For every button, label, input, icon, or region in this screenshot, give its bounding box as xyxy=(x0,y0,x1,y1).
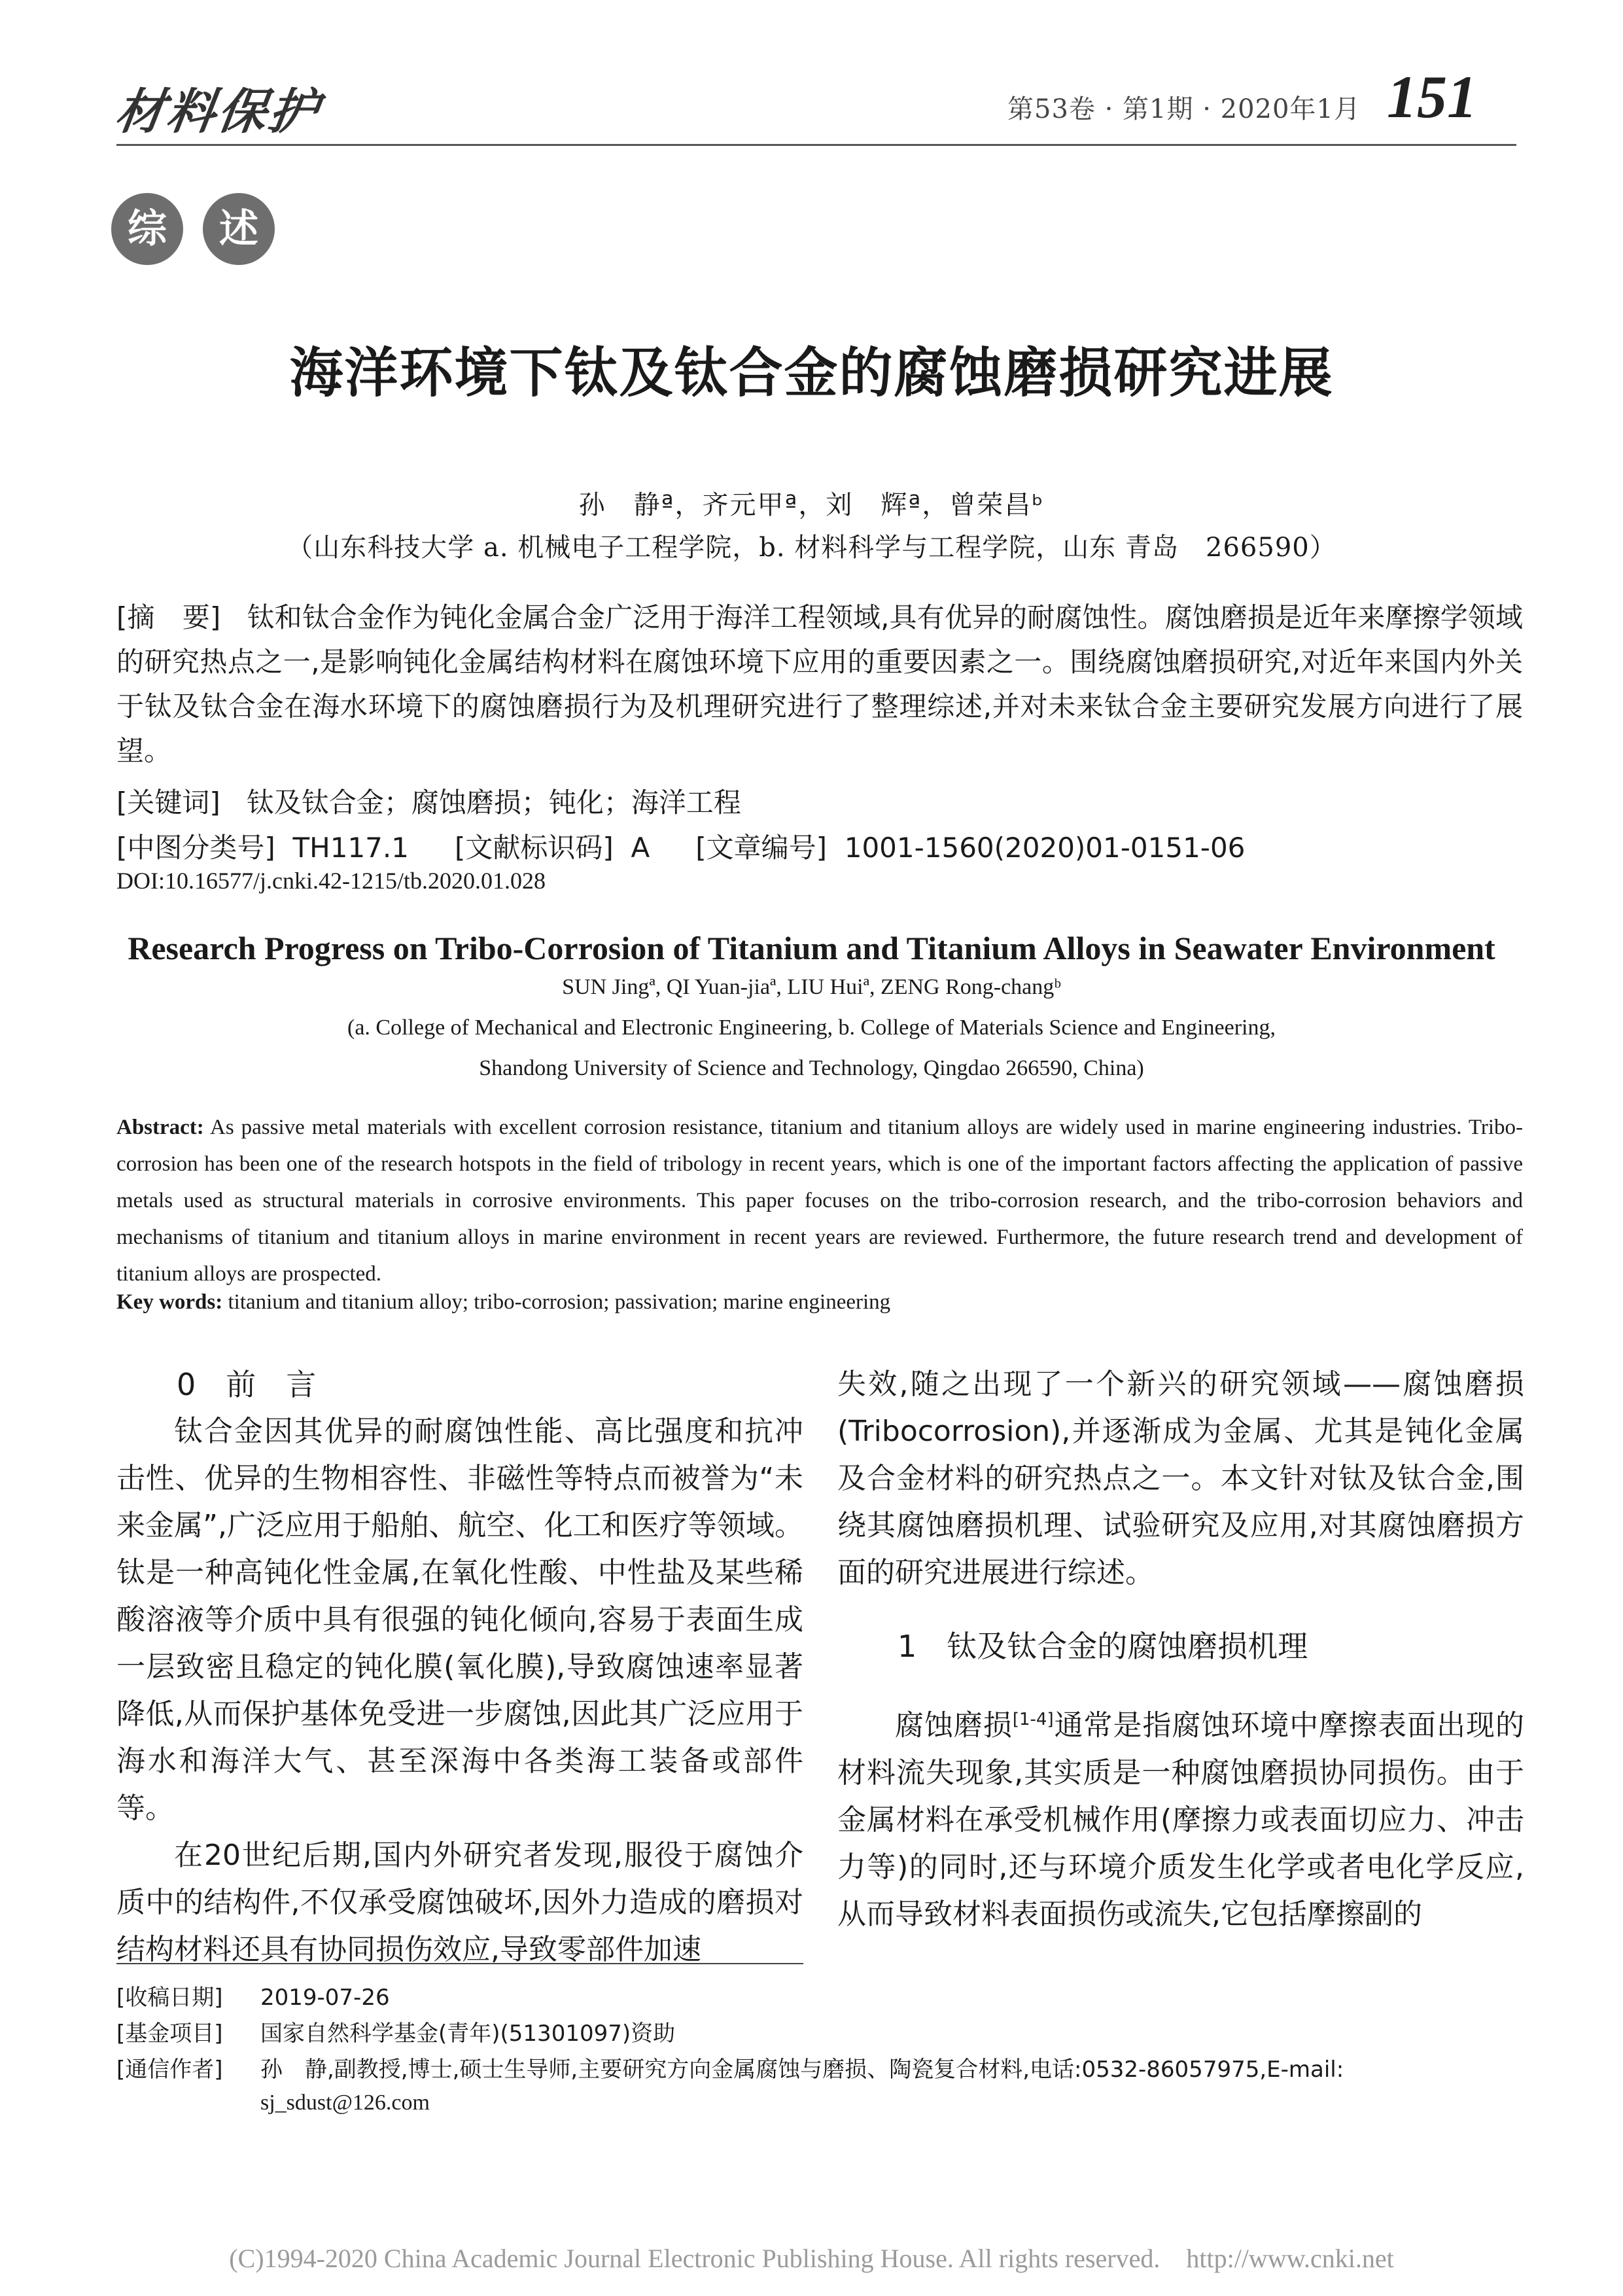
english-abstract xyxy=(116,1109,1523,1292)
header-rule xyxy=(116,144,1516,146)
paragraph xyxy=(837,1696,1524,1938)
footnote-label: [ 基金项目 ] xyxy=(116,2015,260,2047)
footnote-value: 2019-07-26 xyxy=(260,1985,390,2011)
article-no-value: 1001-1560(2020)01-0151-06 xyxy=(844,832,1246,864)
abstract-cn xyxy=(116,595,1523,773)
english-authors: SUN Jingª, QI Yuan-jiaª, LIU Huiª, ZENG Rong-changᵇ xyxy=(562,975,1061,999)
english-title: Research Progress on Tribo-Corrosion of Titanium and Titanium Alloys in Seawater Environment xyxy=(128,930,1495,966)
abstract-cn-text: 钛和钛合金作为钝化金属合金广泛用于海洋工程领域,具有优异的耐腐蚀性。腐蚀磨损是近年来摩擦学领域的研究热点之一,是影响钝化金属结构材料在腐蚀环境下应用的重要因素之一。围绕腐蚀磨损研究,对近年来国内外关于钛及钛合金在海水环境下的腐蚀磨损行为及机理研究进行了整理综述,并对未来钛合金主要研究发展方向进行了展望。 xyxy=(116,601,1523,767)
contact-email[interactable]: sj_sdust@126.com xyxy=(260,2091,430,2115)
footnote-value: 孙 静,副教授,博士,硕士生导师,主要研究方向金属腐蚀与磨损、陶瓷复合材料,电话:0532-86057975,E-mail: xyxy=(260,2057,1344,2083)
doc-code-label: [ 文献标识码 ] xyxy=(455,832,614,864)
abstract-cn-label: [ 摘 要 ] xyxy=(116,601,220,633)
affiliation: （山东科技大学 a. 机械电子工程学院，b. 材料科学与工程学院，山东 青岛 266590） xyxy=(287,533,1336,563)
clc-value: TH117.1 xyxy=(292,832,409,864)
page-number: 151 xyxy=(1387,63,1477,130)
body-right-column xyxy=(837,1361,1524,1938)
english-keywords-label: Key words: xyxy=(116,1290,223,1314)
keywords-cn xyxy=(116,781,741,825)
doc-code-value: A xyxy=(631,832,650,864)
citation-ref[interactable]: [1-4] xyxy=(1012,1710,1054,1729)
paragraph: 在20世纪后期,国内外研究者发现,服役于腐蚀介质中的结构件,不仅承受腐蚀破坏,因外力造成的磨损对结构材料还具有协同损伤效应,导致零部件加速 xyxy=(116,1839,803,1966)
section-1-heading: 1 钛及钛合金的腐蚀磨损机理 xyxy=(898,1629,1308,1664)
footnote-label: [ 通信作者 ] xyxy=(116,2051,260,2083)
footnote-received xyxy=(116,1979,390,2011)
paragraph: 钛合金因其优异的耐腐蚀性能、高比强度和抗冲击性、优异的生物相容性、非磁性等特点而被誉为“未来金属”,广泛应用于船舶、航空、化工和医疗等领域。钛是一种高钝化性金属,在氧化性酸、中性盐及某些稀酸溶液等介质中具有很强的钝化倾向,容易于表面生成一层致密且稳定的钝化膜(氧化膜),导致腐蚀速率显著降低,从而保护基体免受进一步腐蚀,因此其广泛应用于海水和海洋大气、甚至深海中各类海工装备或部件等。 xyxy=(116,1415,803,1825)
english-abstract-text: As passive metal materials with excellent corrosion resistance, titanium and titanium alloys are widely used in marine engineering industries. Tribo-corrosion has been one of the research hotspots in the field of tribology in recent years, which is one of the important factors affecting the application of passive metals used as structural materials in corrosive environments. This paper focuses on the tribo-corrosion research, and the tribo-corrosion behaviors and mechanisms of titanium and titanium alloys in marine environment in recent years are reviewed. Furthermore, the future research trend and development of titanium alloys are prospected. xyxy=(116,1116,1523,1286)
english-keywords xyxy=(116,1290,890,1315)
body-left-column xyxy=(116,1361,803,1973)
clc-label: [ 中图分类号 ] xyxy=(116,832,275,864)
keywords-cn-text: 钛及钛合金；腐蚀磨损；钝化；海洋工程 xyxy=(246,786,741,819)
footnote-fund xyxy=(116,2015,675,2047)
keywords-cn-label: [ 关键词 ] xyxy=(116,786,220,819)
article-title: 海洋环境下钛及钛合金的腐蚀磨损研究进展 xyxy=(289,342,1334,404)
footnote-contact xyxy=(116,2051,1523,2083)
english-abstract-label: Abstract: xyxy=(116,1116,204,1139)
copyright-notice: (C)1994-2020 China Academic Journal Electronic Publishing House. All rights reserved. http://www.cnki.net xyxy=(229,2244,1394,2273)
paragraph-text: 通常是指腐蚀环境中摩擦表面出现的材料流失现象,其实质是一种腐蚀磨损协同损伤。由于金属材料在承受机械作用(摩擦力或表面切应力、冲击力等)的同时,还与环境介质发生化学或者电化学反应,从而导致材料表面损伤或流失,它包括摩擦副的 xyxy=(837,1708,1525,1931)
article-no-label: [ 文章编号 ] xyxy=(695,832,827,864)
authors: 孙 静ª，齐元甲ª，刘 辉ª，曾荣昌ᵇ xyxy=(578,490,1045,520)
section-badge-2: 述 xyxy=(203,193,275,265)
footnote-value: 国家自然科学基金(青年)(51301097)资助 xyxy=(260,2021,676,2047)
english-affiliation-2: Shandong University of Science and Technology, Qingdao 266590, China) xyxy=(479,1056,1144,1080)
classification-line xyxy=(116,826,1245,870)
paragraph-lead: 腐蚀磨损 xyxy=(895,1708,1013,1742)
paragraph: 失效,随之出现了一个新兴的研究领域——腐蚀磨损(Tribocorrosion),并逐渐成为金属、尤其是钝化金属及合金材料的研究热点之一。本文针对钛及钛合金,围绕其腐蚀磨损机理、试验研究及应用,对其腐蚀磨损方面的研究进展进行综述。 xyxy=(837,1368,1524,1589)
english-affiliation-1: (a. College of Mechanical and Electronic Engineering, b. College of Materials Science and Engineering, xyxy=(347,1016,1276,1040)
english-keywords-text: titanium and titanium alloy; tribo-corrosion; passivation; marine engineering xyxy=(228,1290,891,1314)
journal-logo: 材料保护 xyxy=(112,84,324,140)
section-badge-1: 综 xyxy=(111,193,183,265)
footnote-rule xyxy=(116,1963,803,1964)
footnote-label: [ 收稿日期 ] xyxy=(116,1979,260,2011)
section-0-heading: 0 前 言 xyxy=(177,1367,317,1402)
issue-info: 第53卷 · 第1期 · 2020年1月 xyxy=(1007,94,1361,124)
doi: DOI:10.16577/j.cnki.42-1215/tb.2020.01.028 xyxy=(116,868,546,894)
